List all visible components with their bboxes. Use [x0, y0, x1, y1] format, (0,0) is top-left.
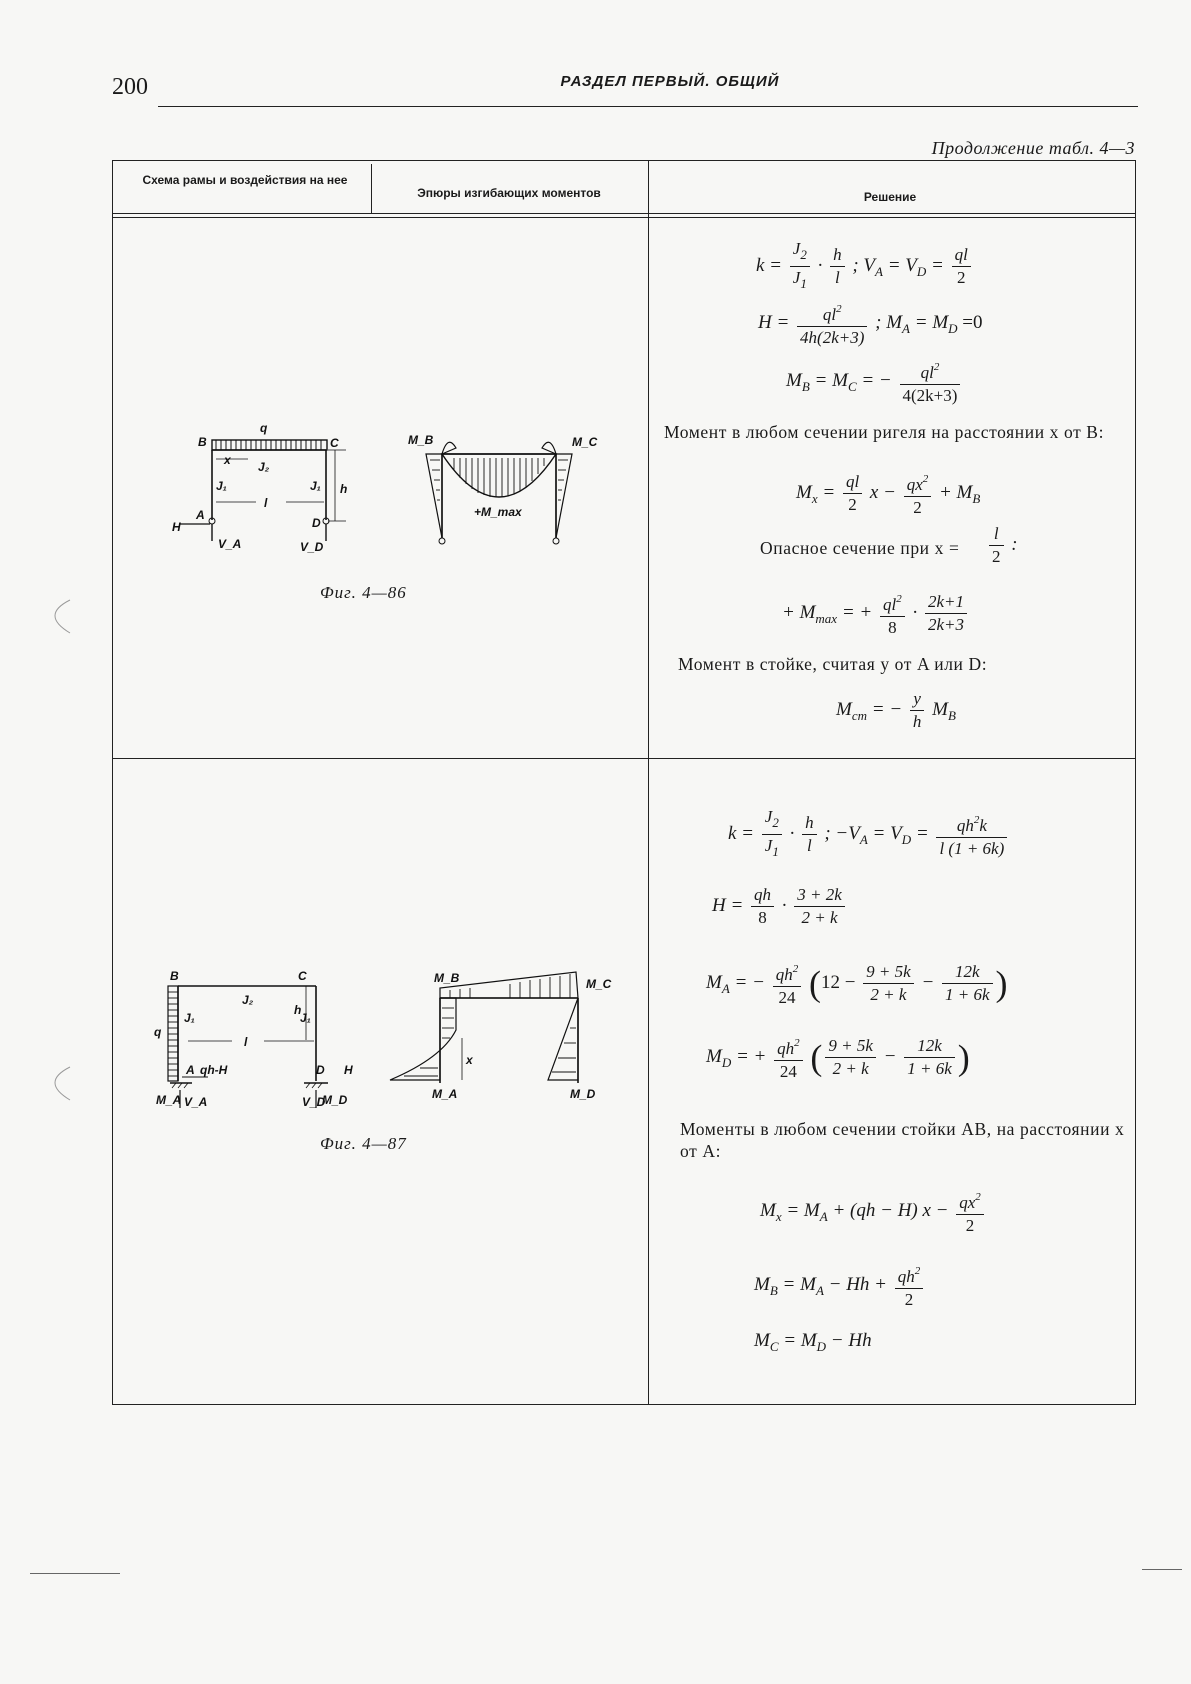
svg-text:M_C: M_C	[586, 977, 612, 991]
column-header-scheme: Схема рамы и воздействия на нее	[142, 173, 348, 187]
figure-caption-4-87: Фиг. 4—87	[320, 1134, 407, 1153]
svg-text:V_A: V_A	[218, 537, 242, 551]
column-header-diagrams: Эпюры изгибающих моментов	[417, 186, 601, 200]
svg-text:J₁: J₁	[216, 479, 227, 493]
punch-hole-mark	[30, 1062, 80, 1112]
formula-MB-2: $M_B = M_A - Hh$ + $\frac{qh^2}{2}$	[754, 1260, 926, 1311]
svg-text:+M_max: +M_max	[474, 505, 522, 519]
table-left-border	[112, 160, 113, 1404]
row-separator	[112, 758, 1136, 759]
formula-danger-x: $\frac{l}{2}$ :	[986, 523, 1018, 568]
svg-text:J₂: J₂	[242, 993, 254, 1007]
formula-Mx-girder: $M_x$ = $\frac{ql}{2}$ x − $\frac{qx^2}{2}$ + $M_B$	[796, 468, 980, 519]
running-title: РАЗДЕЛ ПЕРВЫЙ. ОБЩИЙ	[560, 73, 780, 90]
svg-text:M_A: M_A	[156, 1093, 182, 1107]
page-number: 200	[112, 74, 148, 100]
svg-text:V_A: V_A	[184, 1095, 208, 1109]
svg-text:J₂: J₂	[258, 460, 270, 474]
moment-diagram-fig-87	[380, 968, 620, 1123]
formula-MD-2: $M_D$ = + $\frac{qh^2}{24}$ ( $\frac{9 + 5k}{2 + k}$ − $\frac{12k}{1 + 6k}$ )	[706, 1032, 970, 1083]
table-top-rule	[112, 160, 1136, 161]
formula-k-va-vd-2: k = $\frac{J_2}{J_1}$ · $\frac{h}{l}$ ; $-V_A = V_D$ = $\frac{qh^2k}{l (1 + 6k)}$	[728, 806, 1010, 863]
svg-text:l: l	[264, 496, 268, 510]
svg-text:l: l	[244, 1035, 248, 1049]
header-divider-1	[371, 164, 372, 214]
svg-text:V_D: V_D	[300, 540, 324, 554]
svg-text:C: C	[330, 436, 339, 450]
table-continuation-label: Продолжение табл. 4—3	[931, 138, 1135, 158]
svg-text:H: H	[172, 520, 181, 534]
formula-Mmax: + $M_{max}$ = + $\frac{ql^2}{8}$ · $\frac{2k+1}{2k+3}$	[782, 588, 970, 639]
svg-text:x: x	[224, 453, 231, 467]
header-bottom-rule	[112, 213, 1136, 214]
svg-text:H: H	[344, 1063, 353, 1077]
table-bottom-rule	[112, 1404, 1136, 1405]
formula-MA-2: $M_A$ = − $\frac{qh^2}{24}$ (12 − $\frac{9 + 5k}{2 + k}$ − $\frac{12k}{1 + 6k}$ )	[706, 958, 1008, 1009]
svg-text:h: h	[340, 482, 348, 496]
column-header-solution: Решение	[863, 190, 917, 204]
scan-edge-mark	[1142, 1569, 1182, 1570]
text-section-girder: Момент в любом сечении ригеля на расстоянии x от B:	[664, 422, 1105, 442]
formula-Mx-column: $M_x = M_A + (qh - H) x$ − $\frac{qx^2}{2}$	[760, 1186, 987, 1237]
svg-text:D: D	[316, 1063, 325, 1077]
svg-text:q: q	[260, 421, 268, 435]
svg-text:M_B: M_B	[434, 971, 460, 985]
svg-text:h: h	[294, 1003, 302, 1017]
formula-MB-MC: $M_B = M_C$ = − $\frac{ql^2}{4(2k+3)}$	[786, 356, 963, 407]
svg-text:qh-H: qh-H	[200, 1063, 228, 1077]
formula-H-MA-MD: H = $\frac{ql^2}{4h(2k+3)}$ ; $M_A = M_D =0$	[758, 298, 983, 349]
header-bottom-rule-double	[112, 217, 1136, 218]
figure-caption-4-86: Фиг. 4—86	[320, 583, 407, 602]
svg-text:M_C: M_C	[572, 435, 598, 449]
solution-column-divider	[648, 160, 649, 1404]
frame-scheme-fig-87	[148, 970, 388, 1120]
svg-text:J₁: J₁	[184, 1011, 195, 1025]
svg-text:B: B	[170, 969, 179, 983]
formula-M-column: $M_{ст}$ = − $\frac{y}{h}$ $M_B$	[836, 689, 956, 731]
svg-text:A: A	[196, 508, 205, 522]
text-section-column: Моменты в любом сечении стойки AB, на расстоянии x от A:	[680, 1119, 1125, 1161]
svg-text:x: x	[466, 1053, 473, 1067]
svg-text:M_D: M_D	[570, 1087, 596, 1101]
svg-text:J₁: J₁	[310, 479, 321, 493]
svg-text:q: q	[154, 1025, 162, 1039]
text-column-moment: Момент в стойке, считая y от A или D:	[678, 654, 988, 674]
punch-hole-mark	[30, 595, 80, 645]
scan-edge-mark	[30, 1573, 120, 1574]
header-rule	[158, 106, 1138, 107]
svg-text:D: D	[312, 516, 321, 530]
text-danger-section: Опасное сечение при x =	[760, 538, 960, 558]
svg-text:J₁: J₁	[300, 1011, 311, 1025]
table-right-border	[1135, 160, 1136, 1404]
svg-text:A: A	[186, 1063, 195, 1077]
svg-text:M_D: M_D	[322, 1093, 348, 1107]
svg-text:C: C	[298, 969, 307, 983]
svg-text:B: B	[198, 435, 207, 449]
formula-k-va-vd: k = $\frac{J_2}{J_1}$ · $\frac{h}{l}$ ; $V_A = V_D$ = $\frac{ql}{2}$	[756, 238, 974, 295]
svg-text:M_B: M_B	[408, 433, 434, 447]
svg-text:V_D: V_D	[302, 1095, 326, 1109]
moment-diagram-fig-86	[404, 420, 624, 555]
svg-text:M_A: M_A	[432, 1087, 458, 1101]
formula-H-2: H = $\frac{qh}{8}$ · $\frac{3 + 2k}{2 + k}$	[712, 884, 848, 929]
frame-scheme-fig-86	[160, 415, 390, 555]
formula-MC-2: $M_C = M_D - Hh$	[754, 1330, 872, 1354]
